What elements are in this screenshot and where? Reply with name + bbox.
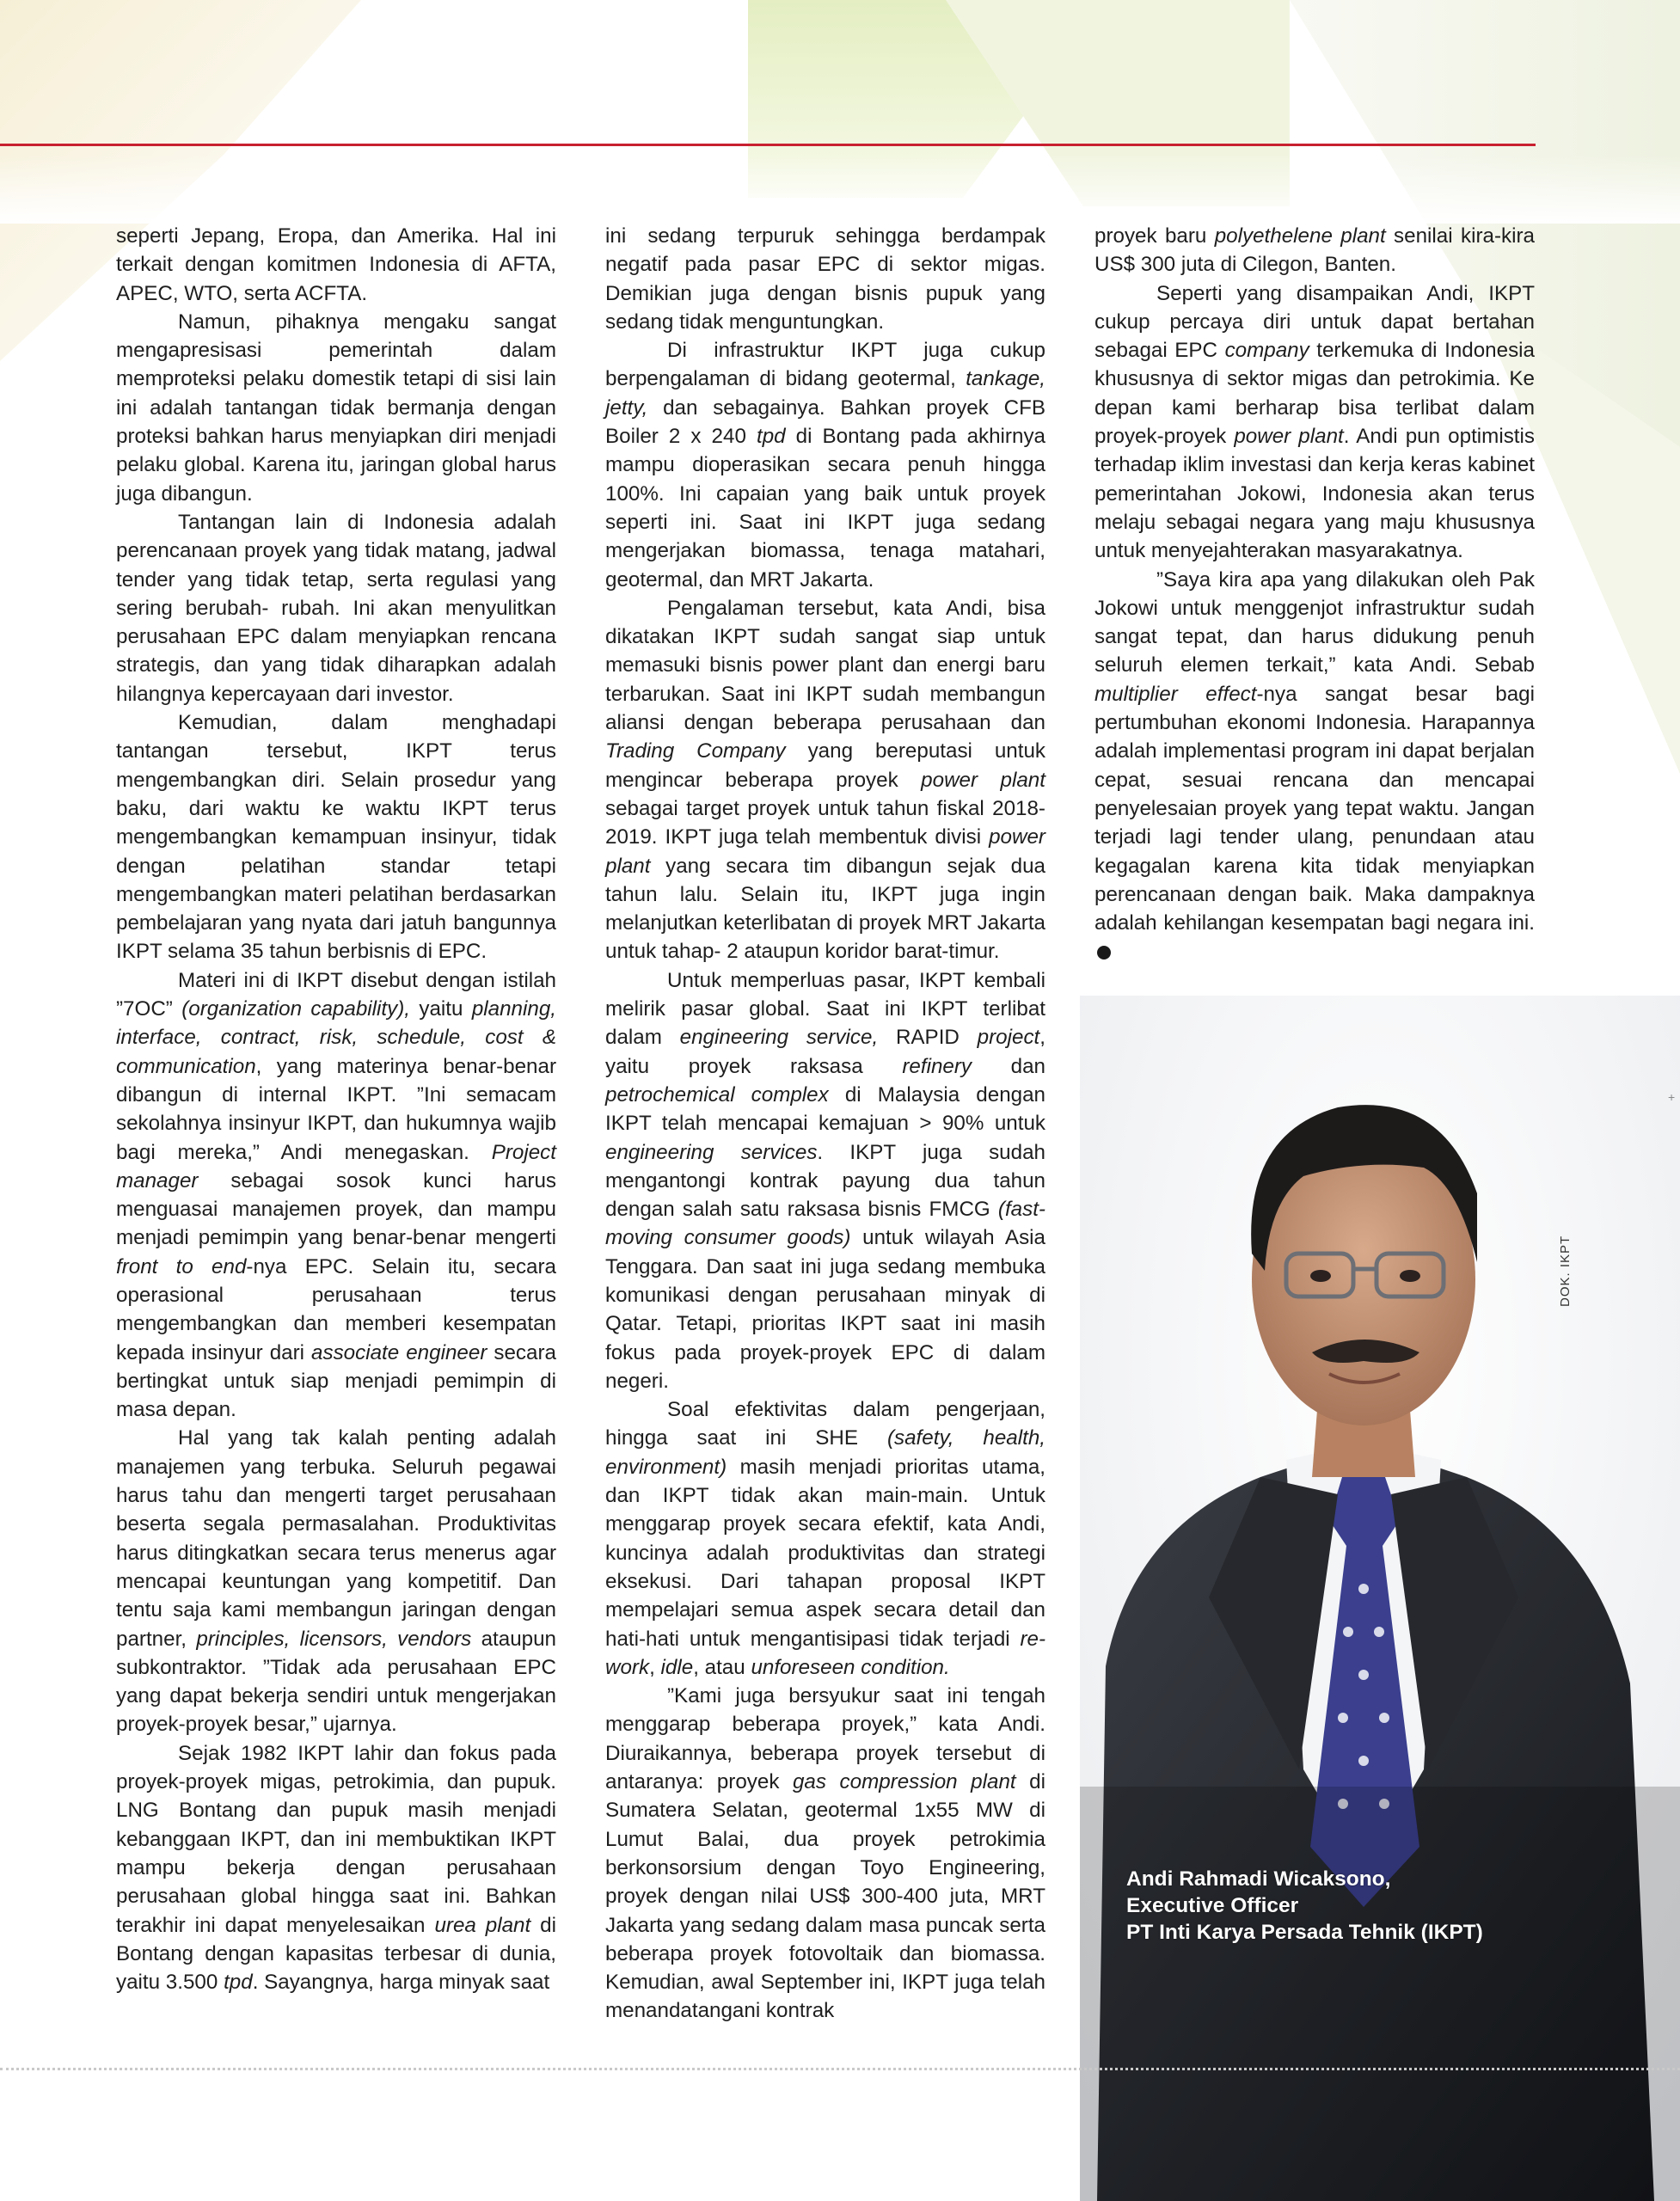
executive-photo — [1080, 996, 1680, 2201]
paragraph: ”Kami juga bersyukur saat ini tengah menggarap beberapa proyek,” kata Andi. Diuraikannya, beberapa proyek tersebut di antaranya: proyek gas compression plant di Sumatera Selatan, geotermal 1x55 MW di Lumut Balai, dua proyek petrokimia berkonsorsium dengan Toyo Engineering, proyek dengan nilai US$ 300-400 juta, MRT Jakarta yang sedang dalam masa puncak serta beberapa proyek fotovoltaik dan biomassa. Kemudian, awal September ini, IKPT juga telah menandatangani kontrak — [605, 1684, 1046, 2023]
paragraph: Sejak 1982 IKPT lahir dan fokus pada proyek-proyek migas, petrokimia, dan pupuk. LNG Bontang dan pupuk masih menjadi kebanggaan IKPT, dan ini membuktikan IKPT mampu bekerja dengan perusahaan perusahaan global hingga saat ini. Bahkan terakhir ini dapat menyelesaikan urea plant di Bontang dengan kapasitas terbesar di dunia, yaitu 3.500 tpd. Sayangnya, harga minyak saat — [116, 1741, 556, 1995]
paragraph: proyek baru polyethelene plant senilai kira-kira US$ 300 juta di Cilegon, Banten. — [1094, 224, 1535, 277]
article-column-2 — [605, 222, 1045, 2026]
paragraph: Kemudian, dalam menghadapi tantangan tersebut, IKPT terus mengembangkan diri. Selain prosedur yang baku, dari waktu ke waktu IKPT terus mengembangkan kemampuan insinyur, tidak dengan pelatihan standar tetapi mengembangkan materi pelatihan berdasarkan pembelajaran yang nyata dari jatuh bangunnya IKPT selama 35 tahun berbisnis di EPC. — [116, 711, 556, 964]
caption-company: PT Inti Karya Persada Tehnik (IKPT) — [1126, 1921, 1483, 1944]
top-red-rule — [0, 144, 1536, 146]
caption-title: Executive Officer — [1126, 1894, 1299, 1917]
photo-credit: DOK. IKPT — [1558, 1235, 1573, 1307]
end-of-article-icon — [1097, 946, 1111, 959]
bottom-dotted-rule — [0, 2068, 1680, 2070]
paragraph: Tantangan lain di Indonesia adalah perencanaan proyek yang tidak matang, jadwal tender yang tidak tetap, serta regulasi yang sering berubah- rubah. Ini akan menyulitkan perusahaan EPC dalam menyiapkan rencana strategis, dan yang tidak diharapkan adalah hilangnya kepercayaan dari investor. — [116, 510, 556, 706]
caption-name: Andi Rahmadi Wicaksono, — [1126, 1867, 1391, 1891]
registration-mark: + — [1668, 1090, 1676, 1104]
paragraph: Soal efektivitas dalam pengerjaan, hingga saat ini SHE (safety, health, environment) masih menjadi prioritas utama, dan IKPT tidak akan main-main. Untuk menggarap proyek secara efektif, kata Andi, kuncinya adalah produktivitas dan strategi eksekusi. Dari tahapan proposal IKPT mempelajari semua aspek secara detail dan hati-hati untuk mengantisipasi tidak terjadi re-work, idle, atau unforeseen condition. — [605, 1398, 1045, 1679]
paragraph: Di infrastruktur IKPT juga cukup berpengalaman di bidang geotermal, tankage, jetty, dan sebagainya. Bahkan proyek CFB Boiler 2 x 240 tpd di Bontang pada akhirnya mampu dioperasikan secara penuh hingga 100%. Ini capaian yang baik untuk proyek seperti ini. Saat ini IKPT juga sedang mengerjakan biomassa, tenaga matahari, geotermal, dan MRT Jakarta. — [605, 339, 1045, 592]
paragraph: Untuk memperluas pasar, IKPT kembali melirik pasar global. Saat ini IKPT terlibat dalam engineering service, RAPID project, yaitu proyek raksasa refinery dan petrochemical complex di Malaysia dengan IKPT telah mencapai kemajuan > 90% untuk engineering services. IKPT juga sudah mengantongi kontrak payung dua tahun dengan salah satu raksasa bisnis FMCG (fast-moving consumer goods) untuk wilayah Asia Tenggara. Dan saat ini juga sedang membuka komunikasi dengan perusahaan minyak di Qatar. Tetapi, prioritas IKPT saat ini masih fokus pada proyek-proyek EPC di dalam negeri. — [605, 968, 1046, 1393]
paragraph: Namun, pihaknya mengaku sangat mengapresisasi pemerintah dalam memproteksi pelaku domestik tetapi di sisi lain ini adalah tantangan tidak bermanja dengan proteksi bahkan harus menyiapkan diri menjadi pelaku global. Karena itu, jaringan global harus juga dibangun. — [116, 310, 556, 506]
paragraph: Pengalaman tersebut, kata Andi, bisa dikatakan IKPT sudah sangat siap untuk memasuki bisnis power plant dan energi baru terbarukan. Saat ini IKPT sudah membangun aliansi dengan beberapa perusahaan dan Trading Company yang bereputasi untuk mengincar beberapa proyek power plant sebagai target proyek untuk tahun fiskal 2018-2019. IKPT juga telah membentuk divisi power plant yang secara tim dibangun sejak dua tahun lalu. Selain itu, IKPT juga ingin melanjutkan keterlibatan di proyek MRT Jakarta untuk tahap- 2 ataupun koridor barat-timur. — [605, 596, 1045, 964]
portrait-photo — [1080, 996, 1680, 2201]
paragraph: Materi ini di IKPT disebut dengan istilah ”7OC” (organization capability), yaitu planning, interface, contract, risk, schedule, cost & communication, yang materinya benar-benar dibangun di internal IKPT. ”Ini semacam sekolahnya insinyur IKPT, dan hukumnya wajib bagi mereka,” Andi menegaskan. Project manager sebagai sosok kunci harus menguasai manajemen proyek, dan mampu menjadi pemimpin yang benar-benar mengerti front to end-nya EPC. Selain itu, secara operasional perusahaan terus mengembangkan dan memberi kesempatan kepada insinyur dari associate engineer secara bertingkat untuk siap menjadi pemimpin di masa depan. — [116, 968, 557, 1422]
paragraph: ini sedang terpuruk sehingga berdampak negatif pada pasar EPC di sektor migas. Demikian juga dengan bisnis pupuk yang sedang tidak menguntungkan. — [605, 224, 1045, 334]
paragraph: Hal yang tak kalah penting adalah manajemen yang terbuka. Seluruh pegawai harus tahu dan mengerti target perusahaan beserta segala permasalahan. Produktivitas harus ditingkatkan secara terus menerus agar mencapai keuntungan yang kompetitif. Dan tentu saja kami membangun jaringan dengan partner, principles, licensors, vendors ataupun subkontraktor. ”Tidak ada perusahaan EPC yang dapat bekerja sendiri untuk mengerjakan proyek-proyek besar,” ujarnya. — [116, 1426, 557, 1737]
photo-caption — [1126, 1866, 1483, 1946]
paragraph: Seperti yang disampaikan Andi, IKPT cukup percaya diri untuk dapat bertahan sebagai EPC company terkemuka di Indonesia khususnya di sektor migas dan petrokimia. Ke depan kami berharap bisa terlibat dalam proyek-proyek power plant. Andi pun optimistis terhadap iklim investasi dan kerja keras kabinet pemerintahan Jokowi, Indonesia akan terus melaju sebagai negara yang maju khususnya untuk menyejahterakan masyarakatnya. — [1094, 281, 1535, 563]
article-column-1 — [116, 222, 556, 1996]
paragraph: seperti Jepang, Eropa, dan Amerika. Hal ini terkait dengan komitmen Indonesia di AFTA, APEC, WTO, serta ACFTA. — [116, 224, 556, 305]
paragraph: ”Saya kira apa yang dilakukan oleh Pak Jokowi untuk menggenjot infrastruktur sudah sangat tepat, dan harus didukung penuh seluruh elemen terkait,” kata Andi. Sebab multiplier effect-nya sangat besar bagi pertumbuhan ekonomi Indonesia. Harapannya adalah implementasi program ini dapat berjalan cepat, sesuai rencana dan mencapai penyelesaian proyek yang tepat waktu. Jangan terjadi lagi tender ulang, penundaan atau kegagalan karena kita tidak menyiapkan perencanaan dengan baik. Maka dampaknya adalah kehilangan kesempatan bagi negara ini. — [1094, 566, 1535, 966]
article-column-3 — [1094, 222, 1535, 966]
